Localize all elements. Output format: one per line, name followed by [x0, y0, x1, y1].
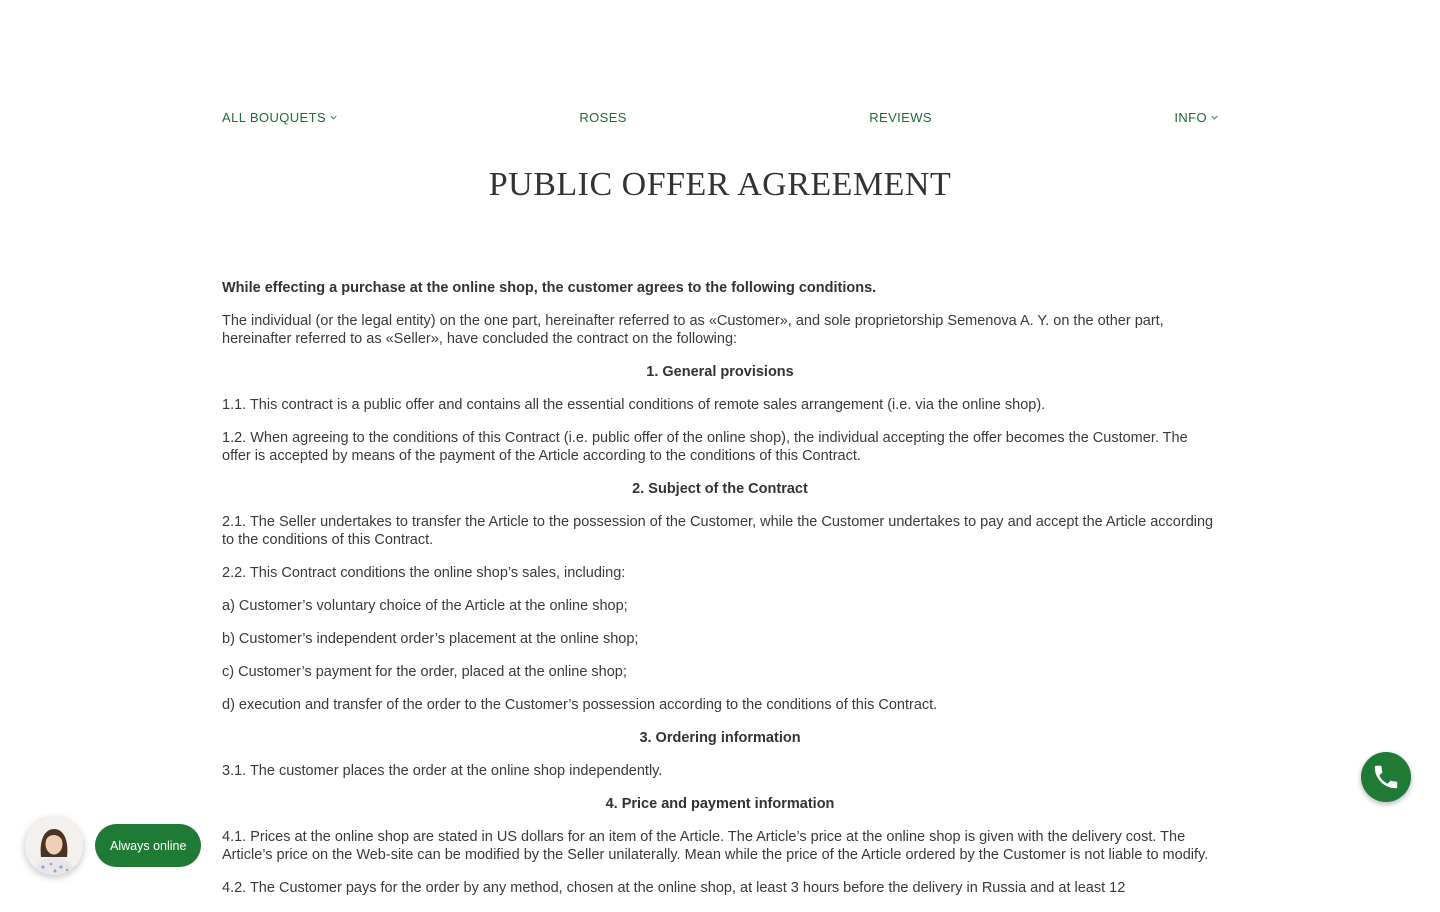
paragraph-4-2: 4.2. The Customer pays for the order by any method, chosen at the online shop, at least 3 hours before the delivery in Russia and at least 12	[222, 880, 1126, 896]
section-heading-ordering: 3. Ordering information	[639, 730, 801, 746]
list-item-b: b) Customer’s independent order’s placement at the online shop;	[222, 631, 639, 647]
nav-all-bouquets[interactable]	[222, 110, 337, 125]
call-button[interactable]	[1361, 752, 1411, 802]
agreement-content	[222, 279, 1218, 912]
list-item-c: c) Customer’s payment for the order, placed at the online shop;	[222, 664, 627, 680]
chevron-down-icon	[330, 114, 337, 121]
paragraph-1-2: 1.2. When agreeing to the conditions of this Contract (i.e. public offer of the online shop), the individual accepting the offer becomes the Customer. The offer is accepted by means of the payment of the Article according to the conditions of this Contract.	[222, 430, 1188, 464]
nav-reviews[interactable]	[869, 110, 932, 125]
nav-roses[interactable]	[579, 110, 627, 125]
operator-avatar-image	[25, 817, 83, 875]
nav-all-bouquets-label: ALL BOUQUETS	[222, 109, 327, 125]
chat-status-button[interactable]	[95, 824, 201, 867]
chat-status-label: Always online	[110, 838, 187, 853]
list-item-d: d) execution and transfer of the order to the Customer’s possession according to the conditions of this Contract.	[222, 697, 938, 713]
paragraph-1-1: 1.1. This contract is a public offer and contains all the essential conditions of remote sales arrangement (i.e. via the online shop).	[222, 397, 1046, 413]
section-heading-general: 1. General provisions	[646, 364, 794, 380]
nav-info-label: INFO	[1174, 109, 1207, 125]
preamble-text: The individual (or the legal entity) on the one part, hereinafter referred to as «Customer», and sole proprietorship Semenova A. Y. on the other part, hereinafter referred to as «Seller», have concluded the contract on the following:	[222, 313, 1164, 347]
page-title: PUBLIC OFFER AGREEMENT	[488, 166, 952, 203]
phone-icon	[1371, 762, 1401, 792]
section-heading-price: 4. Price and payment information	[605, 796, 835, 812]
chevron-down-icon	[1211, 114, 1218, 121]
paragraph-2-1: 2.1. The Seller undertakes to transfer the Article to the possession of the Customer, while the Customer undertakes to pay and accept the Article according to the conditions of this Contract.	[222, 514, 1214, 548]
nav-roses-label: ROSES	[579, 109, 627, 125]
section-heading-subject: 2. Subject of the Contract	[632, 481, 808, 497]
operator-avatar[interactable]	[25, 817, 83, 875]
nav-info[interactable]	[1174, 110, 1218, 125]
intro-text: While effecting a purchase at the online shop, the customer agrees to the following conditions.	[222, 280, 877, 296]
paragraph-3-1: 3.1. The customer places the order at the online shop independently.	[222, 763, 663, 779]
list-item-a: a) Customer’s voluntary choice of the Article at the online shop;	[222, 598, 628, 614]
main-nav	[222, 107, 1218, 127]
paragraph-4-1: 4.1. Prices at the online shop are stated in US dollars for an item of the Article. The Article’s price at the online shop is given with the delivery cost. The Article’s price on the Web-site can be modified by the Seller unilaterally. Mean while the price of the Article ordered by the Customer is not liable to modify.	[222, 829, 1209, 863]
paragraph-2-2: 2.2. This Contract conditions the online shop’s sales, including:	[222, 565, 626, 581]
nav-reviews-label: REVIEWS	[869, 109, 932, 125]
